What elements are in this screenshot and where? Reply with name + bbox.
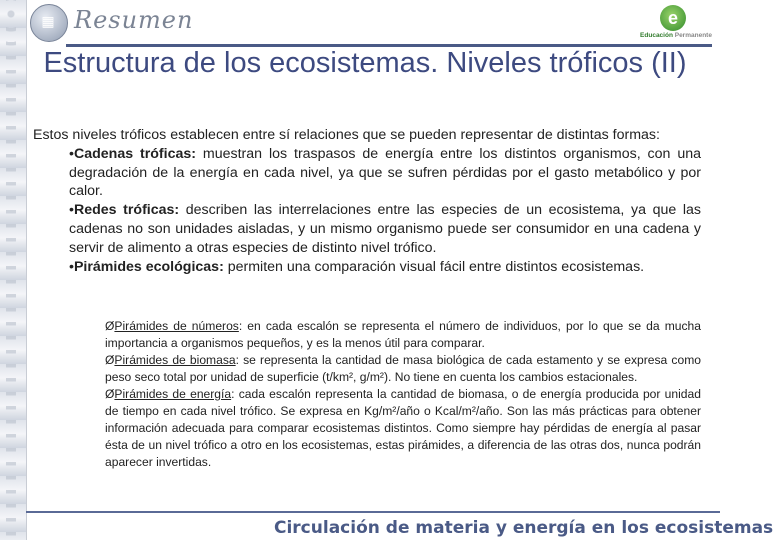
pyramid-item: [105, 318, 701, 352]
header-section-word: Resumen: [74, 6, 194, 34]
intro-paragraph: Estos niveles tróficos establecen entre sí relaciones que se pueden representar de distintas formas:: [33, 127, 660, 143]
pyramid-types-list: [105, 318, 701, 471]
pyramid-term: Pirámides de números: [114, 319, 239, 333]
pyramid-item: [105, 352, 701, 386]
brand-logo-icon: e: [660, 5, 686, 31]
bullet-term: Cadenas tróficas:: [73, 145, 196, 162]
brand-text: [636, 32, 716, 39]
slide-title: Estructura de los ecosistemas. Niveles tróficos (II): [43, 47, 687, 79]
bullet-text: permiten una comparación visual fácil entre distintos ecosistemas.: [223, 258, 645, 275]
pyramid-term: Pirámides de energía: [114, 387, 232, 401]
arrow-bullet-icon: Ø: [105, 387, 115, 401]
bullet-marker: •: [69, 258, 74, 275]
brand-text-1: Educación: [640, 32, 673, 39]
bullet-item: [69, 201, 701, 257]
main-text: [33, 126, 701, 276]
bullet-marker: •: [69, 202, 74, 219]
pyramid-item: [105, 386, 701, 471]
sitemap-icon: ▦: [41, 13, 55, 29]
left-decorative-border: [0, 0, 27, 540]
arrow-bullet-icon: Ø: [105, 353, 115, 367]
footer-divider: [26, 511, 720, 513]
bullet-item: [69, 258, 701, 277]
bullet-term: Redes tróficas:: [73, 202, 180, 219]
bullet-term: Pirámides ecológicas:: [73, 258, 224, 275]
bullet-text: muestran los traspasos de energía entre los distintos organismos, con una degradación de la energía en cada nivel, ya que se sufren pérdidas por el gasto metabólico y por calor.: [69, 145, 701, 200]
pyramid-text: : cada escalón representa la cantidad de biomasa, o de energía producida por unidad de tiempo en cada nivel trófico. Se expresa en Kg/m²/año o Kcal/m²/año. Son las más prácticas para obtener información adecuada para comparar ecosistemas distintos. Como siempre hay pérdidas de energía al pasar ésta de un nivel trófico a otro en los ecosistemas, estas pirámides, a diferencia de las otras dos, nunca podrán aparecer invertidas.: [105, 387, 701, 469]
bullet-item: [69, 145, 701, 201]
pyramid-term: Pirámides de biomasa: [114, 353, 236, 367]
footer-title: Circulación de materia y energía en los ecosistemas: [274, 518, 773, 538]
arrow-bullet-icon: Ø: [105, 319, 115, 333]
brand-text-2: Permanente: [674, 32, 712, 39]
bullet-marker: •: [69, 145, 74, 162]
bullet-text: describen las interrelaciones entre las especies de un ecosistema, ya que las cadenas no son unidades aisladas, y un mismo organismo puede ser consumidor en una cadena y servir de alimento a otras especies de distinto nivel trófico.: [69, 202, 702, 256]
pyramid-text: : se representa la cantidad de masa biológica de cada estamento y se expresa como peso seco total por unidad de superficie (t/km², g/m²). No tiene en cuenta los cambios estacionales.: [105, 353, 701, 384]
pyramid-text: : en cada escalón se representa el número de individuos, por lo que se da mucha importancia a organismos pequeños, y es la menos útil para comparar.: [105, 319, 701, 350]
